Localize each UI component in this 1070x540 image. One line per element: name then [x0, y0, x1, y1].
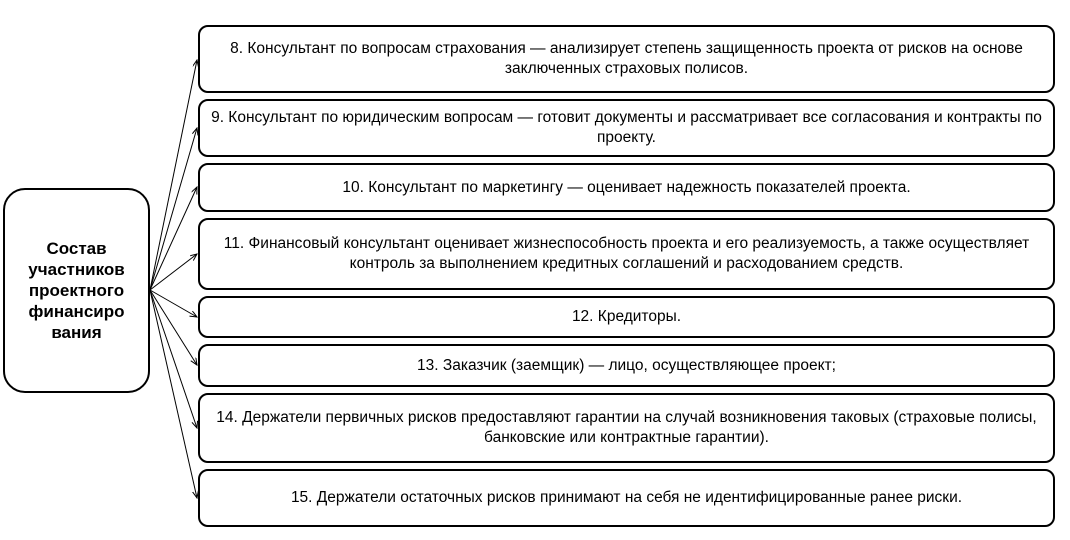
participant-text-8: 8. Консультант по вопросам страхования — анализирует степень защищенность проекта от рисков на основе заключенных страховых полисов.: [230, 40, 1023, 77]
participant-box-12: [198, 296, 1055, 338]
arrow-to-item-9: [150, 128, 197, 290]
participant-text-12: 12. Кредиторы.: [571, 308, 682, 325]
participant-box-8: [198, 25, 1055, 93]
participant-box-14: [198, 393, 1055, 463]
participant-text-15: 15. Держатели остаточных рисков принимают на себя не идентифицированные ранее риски.: [290, 489, 963, 506]
participant-text-9: 9. Консультант по юридическим вопросам — готовит документы и рассматривает все согласования и контракты по проекту.: [211, 109, 1042, 146]
arrow-to-item-11: [150, 254, 197, 290]
participant-text-10: 10. Консультант по маркетингу — оценивает надежность показателей проекта.: [342, 178, 911, 196]
participant-box-9: [198, 99, 1055, 157]
participant-box-13: [198, 344, 1055, 387]
arrow-to-item-10: [150, 187, 197, 290]
participant-text-13: 13. Заказчик (заемщик) — лицо, осуществляющее проект;: [417, 356, 836, 374]
arrow-to-item-8: [150, 60, 197, 290]
center-node: [3, 188, 150, 393]
center-node-label: Состав участников проектного финансиро вания: [28, 239, 125, 342]
participant-box-11: [198, 218, 1055, 290]
arrow-to-item-15: [150, 290, 197, 498]
participant-text-14: 14. Держатели первичных рисков предоставляют гарантии на случай возникновения таковых (страховые полисы, банковские или контрактные гарантии).: [216, 409, 1037, 446]
arrow-to-item-13: [150, 290, 197, 365]
participant-box-15: [198, 469, 1055, 527]
participant-box-10: [198, 163, 1055, 212]
arrow-to-item-14: [150, 290, 197, 428]
arrow-to-item-12: [150, 290, 197, 317]
participant-text-11: 11. Финансовый консультант оценивает жизнеспособность проекта и его реализуемость, а также осуществляет контроль за выполнением кредитных соглашений и расходованием средств.: [223, 235, 1030, 272]
